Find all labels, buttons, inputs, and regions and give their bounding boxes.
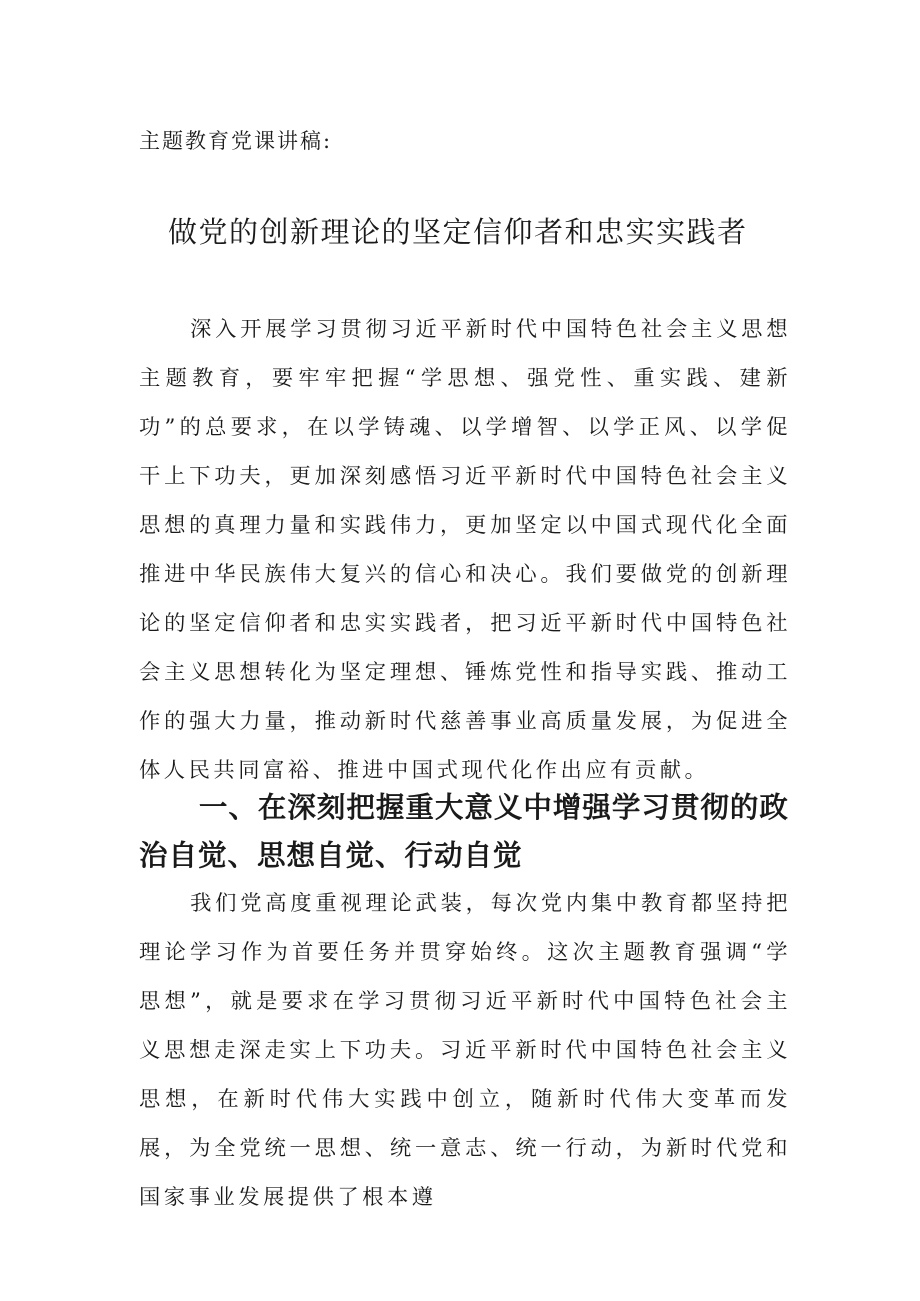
section-1-heading: 一、在深刻把握重大意义中增强学习贯彻的政治自觉、思想自觉、行动自觉	[139, 790, 789, 872]
intro-paragraph: 深入开展学习贯彻习近平新时代中国特色社会主义思想主题教育，要牢牢把握“学思想、强党性、重实践、建新功”的总要求，在以学铸魂、以学增智、以学正风、以学促干上下功夫，更加深刻感悟习近平新时代中国特色社会主义思想的真理力量和实践伟力，更加坚定以中国式现代化全面推进中华民族伟大复兴的信心和决心。我们要做党的创新理论的坚定信仰者和忠实实践者，把习近平新时代中国特色社会主义思想转化为坚定理想、锤炼党性和指导实践、推动工作的强大力量，推动新时代慈善事业高质量发展，为促进全体人民共同富裕、推进中国式现代化作出应有贡献。	[139, 317, 791, 783]
document-label: 主题教育党课讲稿:	[139, 129, 333, 153]
document-title: 做党的创新理论的坚定信仰者和忠实实践者	[168, 215, 748, 249]
section-1-paragraph: 我们党高度重视理论武装，每次党内集中教育都坚持把理论学习作为首要任务并贯穿始终。这次主题教育强调“学思想”，就是要求在学习贯彻习近平新时代中国特色社会主义思想走深走实上下功夫。习近平新时代中国特色社会主义思想，在新时代伟大实践中创立，随新时代伟大变革而发展，为全党统一思想、统一意志、统一行动，为新时代党和国家事业发展提供了根本遵	[139, 891, 791, 1210]
